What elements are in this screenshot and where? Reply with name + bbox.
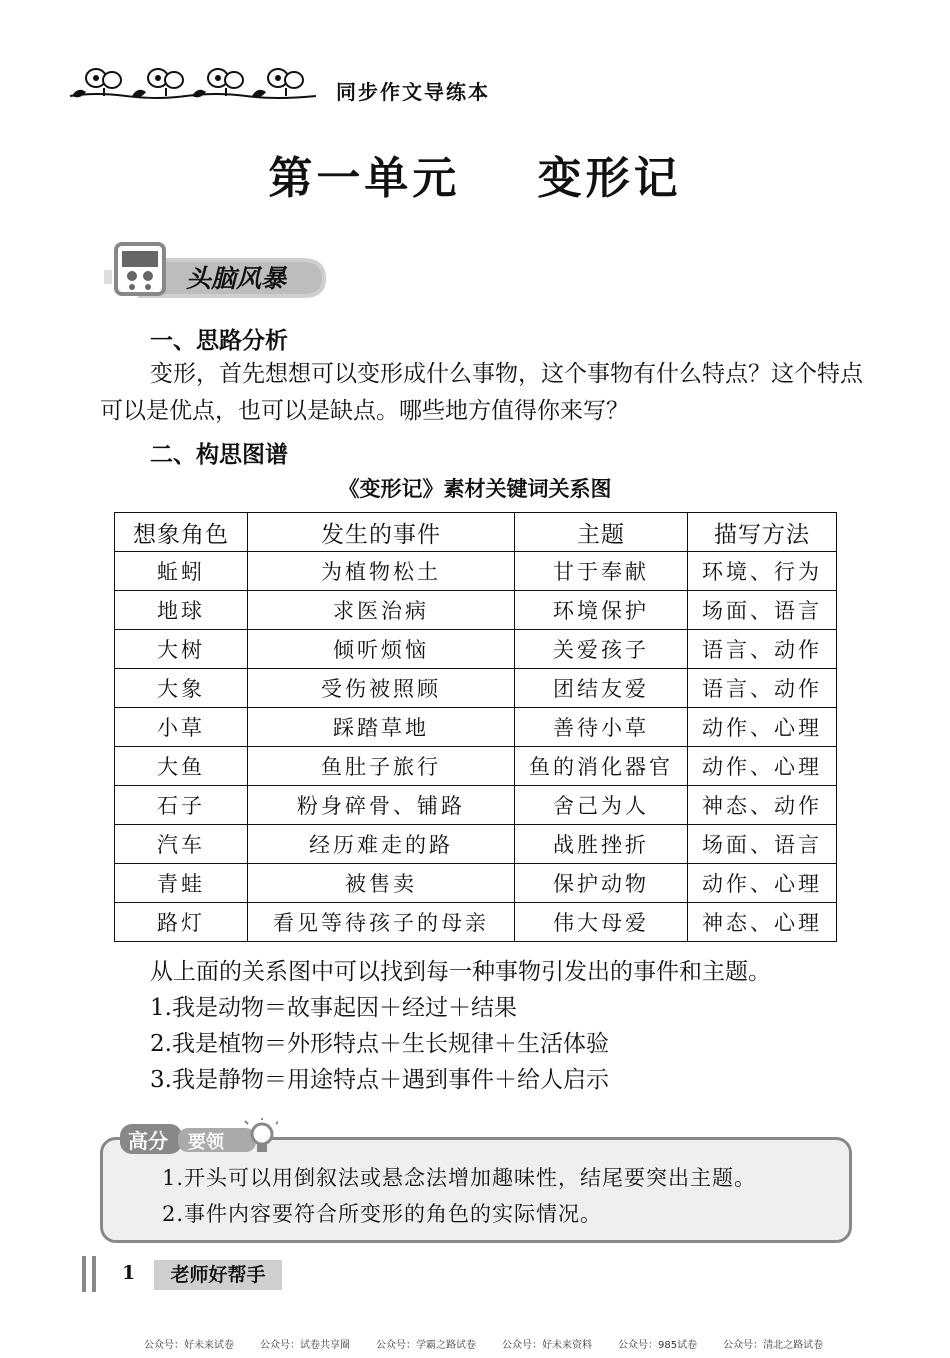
table-cell: 倾听烦恼 — [248, 630, 515, 669]
table-cell: 大树 — [115, 630, 248, 669]
table-cell: 鱼的消化器官 — [515, 747, 688, 786]
table-cell: 受伤被照顾 — [248, 669, 515, 708]
table-cell: 动作、心理 — [688, 708, 837, 747]
table-row — [115, 903, 837, 942]
table-row — [115, 747, 837, 786]
page-number: 1 — [122, 1262, 136, 1284]
summary-formula: 1.我是动物＝故事起因＋经过＋结果 — [150, 995, 517, 1021]
table-header-cell: 想象角色 — [115, 513, 248, 552]
table-header-cell: 描写方法 — [688, 513, 837, 552]
table-cell: 动作、心理 — [688, 747, 837, 786]
table-cell: 石子 — [115, 786, 248, 825]
section2-heading: 二、构思图谱 — [150, 442, 288, 468]
section-badge-label: 头脑风暴 — [186, 264, 287, 293]
summary-formula: 2.我是植物＝外形特点＋生长规律＋生活体验 — [150, 1031, 609, 1057]
table-cell: 善待小草 — [515, 708, 688, 747]
table-cell: 蚯蚓 — [115, 552, 248, 591]
table-cell: 为植物松土 — [248, 552, 515, 591]
table-cell: 舍己为人 — [515, 786, 688, 825]
table-row — [115, 864, 837, 903]
vine-decoration-icon — [66, 62, 331, 110]
tips-item: 2.事件内容要符合所变形的角色的实际情况。 — [162, 1202, 603, 1226]
summary-block — [150, 954, 771, 1098]
bottom-note: 公众号：好未来试卷 — [144, 1340, 234, 1351]
table-header-cell: 发生的事件 — [248, 513, 515, 552]
table-row — [115, 591, 837, 630]
bottom-note: 公众号：学霸之路试卷 — [376, 1340, 476, 1351]
table-row — [115, 708, 837, 747]
unit-title: 第一单元 变形记 — [268, 153, 682, 204]
summary-intro: 从上面的关系图中可以找到每一种事物引发出的事件和主题。 — [150, 959, 771, 985]
table-cell: 动作、心理 — [688, 864, 837, 903]
table-cell: 看见等待孩子的母亲 — [248, 903, 515, 942]
table-cell: 经历难走的路 — [248, 825, 515, 864]
footer-label: 老师好帮手 — [154, 1260, 282, 1290]
table-body — [115, 552, 837, 942]
table-cell: 场面、语言 — [688, 591, 837, 630]
table-cell: 环境保护 — [515, 591, 688, 630]
table-cell: 大鱼 — [115, 747, 248, 786]
keyword-table — [114, 512, 837, 942]
table-row — [115, 669, 837, 708]
table-cell: 神态、动作 — [688, 786, 837, 825]
table-cell: 求医治病 — [248, 591, 515, 630]
table-cell: 粉身碎骨、铺路 — [248, 786, 515, 825]
bottom-notes — [144, 1336, 864, 1351]
section1-heading: 一、思路分析 — [150, 328, 288, 354]
table-cell: 环境、行为 — [688, 552, 837, 591]
section1-paragraph — [100, 356, 870, 430]
table-cell: 大象 — [115, 669, 248, 708]
table-row — [115, 630, 837, 669]
table-cell: 踩踏草地 — [248, 708, 515, 747]
table-cell: 汽车 — [115, 825, 248, 864]
table-cell: 青蛙 — [115, 864, 248, 903]
table-cell: 语言、动作 — [688, 669, 837, 708]
tips-item: 1.开头可以用倒叙法或悬念法增加趣味性，结尾要突出主题。 — [162, 1166, 757, 1190]
table-row — [115, 552, 837, 591]
table-header-row — [115, 513, 837, 552]
table-cell: 保护动物 — [515, 864, 688, 903]
table-cell: 小草 — [115, 708, 248, 747]
book-series-title: 同步作文导练本 — [336, 80, 490, 104]
table-header-cell: 主题 — [515, 513, 688, 552]
table-cell: 团结友爱 — [515, 669, 688, 708]
table-cell: 语言、动作 — [688, 630, 837, 669]
table-cell: 伟大母爱 — [515, 903, 688, 942]
tips-badge-label-b: 要领 — [188, 1132, 224, 1153]
table-cell: 关爱孩子 — [515, 630, 688, 669]
table-cell: 被售卖 — [248, 864, 515, 903]
summary-formula: 3.我是静物＝用途特点＋遇到事件＋给人启示 — [150, 1067, 609, 1093]
bottom-note: 公众号：好未来资料 — [502, 1340, 592, 1351]
table-cell: 神态、心理 — [688, 903, 837, 942]
section1-paragraph-text: 变形，首先想想可以变形成什么事物，这个事物有什么特点？这个特点可以是优点，也可以是缺点。哪些地方值得你来写？ — [100, 361, 863, 424]
footer-bars-icon — [82, 1256, 102, 1292]
tips-badge-label-a: 高分 — [128, 1129, 168, 1153]
table-cell: 甘于奉献 — [515, 552, 688, 591]
table-row — [115, 825, 837, 864]
table-cell: 场面、语言 — [688, 825, 837, 864]
bottom-note: 公众号：985试卷 — [618, 1340, 698, 1351]
table-cell: 战胜挫折 — [515, 825, 688, 864]
table-caption: 《变形记》素材关键词关系图 — [338, 477, 612, 501]
table-cell: 地球 — [115, 591, 248, 630]
bottom-note: 公众号：清北之路试卷 — [723, 1340, 824, 1351]
table-row — [115, 786, 837, 825]
table-cell: 路灯 — [115, 903, 248, 942]
bottom-note: 公众号：试卷共享圈 — [260, 1340, 350, 1351]
table-cell: 鱼肚子旅行 — [248, 747, 515, 786]
